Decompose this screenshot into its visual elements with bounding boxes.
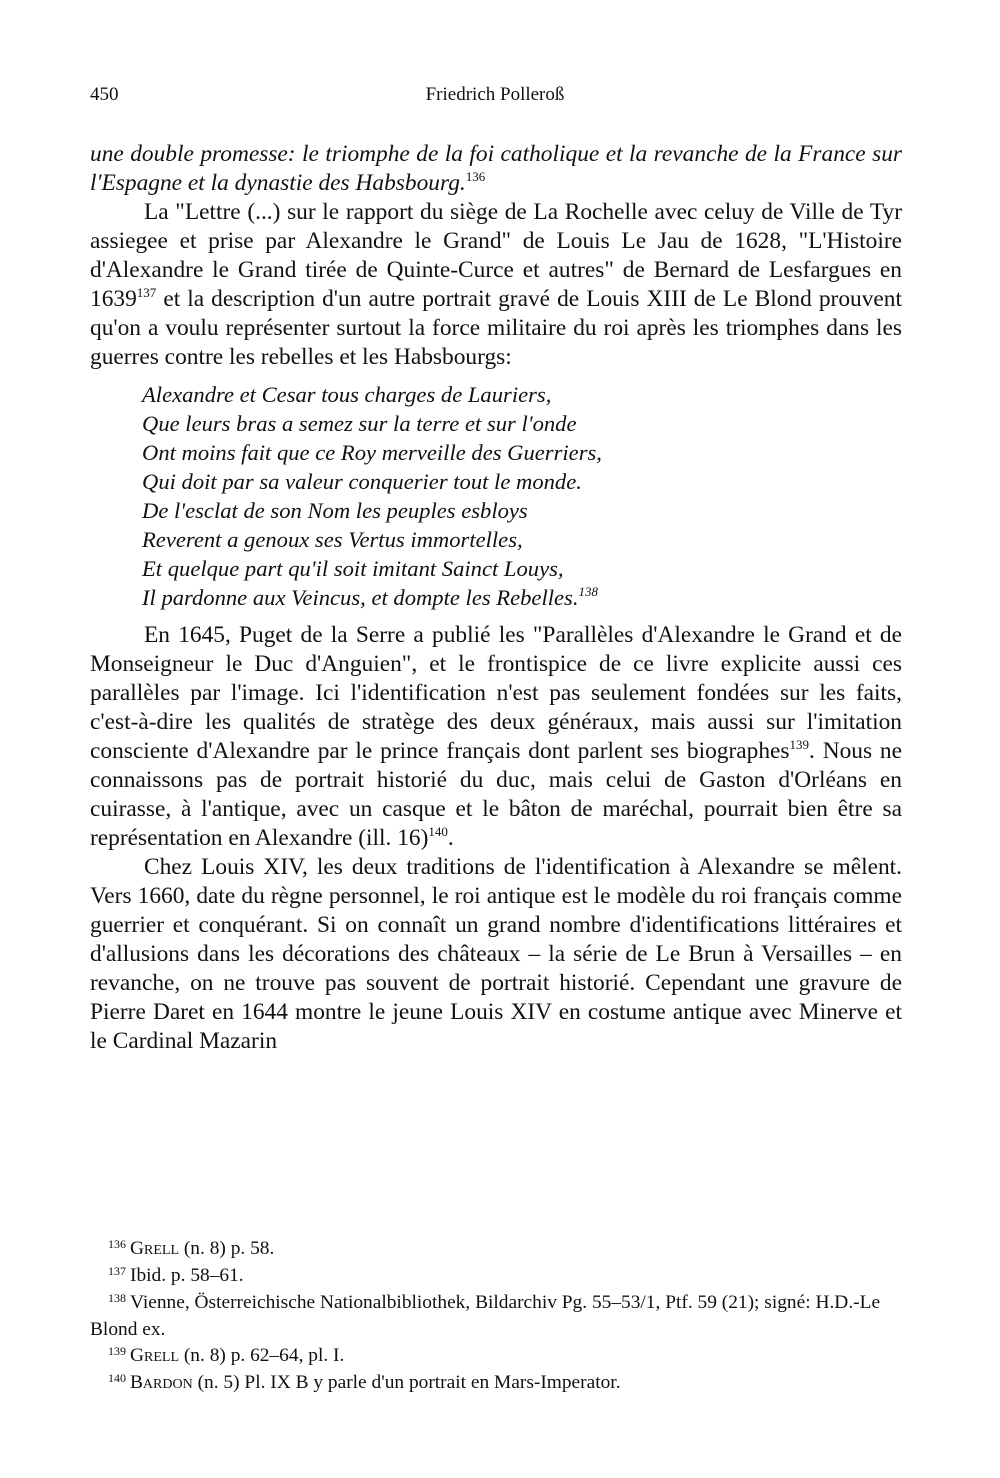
footnote xyxy=(90,1290,902,1343)
footnote-ref: 138 xyxy=(578,584,598,599)
author-name: Bardon xyxy=(130,1372,193,1393)
page-header xyxy=(90,84,900,114)
verse-line: De l'esclat de son Nom les peuples esbloys xyxy=(142,498,528,523)
paragraph-text: En 1645, Puget de la Serre a publié les "Parallèles d'Alexandre le Grand et de Monseigneur le Duc d'Anguien", et le frontispice de ce livre explicite aussi ces parallèles par l'image. Ici l'identification n'est pas seulement fondées sur les faits, c'est-à-dire les qualités de stratège des deux généraux, mais aussi sur l'imitation consciente d'Alexandre par le prince français dont parlent ses biographes xyxy=(90,622,902,764)
footnote xyxy=(90,1236,902,1263)
running-head: Friedrich Polleroß xyxy=(425,84,565,105)
footnote-ref: 137 xyxy=(136,285,157,300)
verse-line: Que leurs bras a semez sur la terre et sur l'onde xyxy=(142,411,577,436)
footnote-text: (n. 5) Pl. IX B y parle d'un portrait en Mars-Imperator. xyxy=(192,1372,621,1393)
paragraph-continuation xyxy=(90,140,902,198)
verse-line-text: Il pardonne aux Veincus, et dompte les Rebelles. xyxy=(142,585,579,610)
footnote-text: (n. 8) p. 58. xyxy=(179,1238,275,1259)
footnote-ref: 140 xyxy=(428,824,448,839)
author-name: Grell xyxy=(130,1345,179,1366)
paragraph xyxy=(90,621,902,853)
footnote-ref: 139 xyxy=(789,737,810,752)
footnote-text: (n. 8) p. 62–64, pl. I. xyxy=(179,1345,345,1366)
verse-line xyxy=(142,583,902,612)
footnote xyxy=(90,1370,902,1397)
page-number: 450 xyxy=(90,84,119,105)
footnote xyxy=(90,1343,902,1370)
paragraph xyxy=(90,198,902,372)
footnotes xyxy=(90,1236,902,1397)
paragraph-text: . xyxy=(447,825,454,851)
paragraph xyxy=(90,853,902,1056)
verse-line: Alexandre et Cesar tous charges de Lauriers, xyxy=(142,382,552,407)
paragraph-text: et la description d'un autre portrait gravé de Louis XIII de Le Blond prouvent qu'on a voulu représenter surtout la force militaire du roi après les triomphes dans les guerres contre les rebelles et les Habsbourgs: xyxy=(90,286,902,370)
paragraph-text: Chez Louis XIV, les deux traditions de l'identification à Alexandre se mêlent. Vers 1660, date du règne personnel, le roi antique est le modèle du roi français comme guerrier et conquérant. Si on connaît un grand nombre d'identifications littéraires et d'allusions dans les décorations des châteaux – la série de Le Brun à Versailles – en revanche, on ne trouve pas souvent de portrait historié. Cependant une gravure de Pierre Daret en 1644 montre le jeune Louis XIV en costume antique avec Minerve et le Cardinal Mazarin xyxy=(90,854,902,1054)
footnote-text: Ibid. p. 58–61. xyxy=(130,1265,244,1286)
verse-line: Ont moins fait que ce Roy merveille des Guerriers, xyxy=(142,440,602,465)
footnote xyxy=(90,1263,902,1290)
verse-line: Et quelque part qu'il soit imitant Sainct Louys, xyxy=(142,556,564,581)
footnote-number: 139 xyxy=(108,1344,126,1358)
footnote-number: 136 xyxy=(108,1237,126,1251)
footnote-number: 137 xyxy=(108,1264,126,1278)
paragraph-text: La "Lettre (...) sur le rapport du siège de La Rochelle avec celuy de Ville de Tyr assiegee et prise par Alexandre le Grand" de Louis Le Jau de 1628, "L'Histoire d'Alexandre le Grand tirée de Quinte-Curce et autres" de Bernard de Lesfargues en 1639 xyxy=(90,199,902,312)
verse-line: Qui doit par sa valeur conquerier tout le monde. xyxy=(142,469,582,494)
footnote-text: Vienne, Österreichische Nationalbibliothek, Bildarchiv Pg. 55–53/1, Ptf. 59 (21); signé: H.D.-Le Blond ex. xyxy=(90,1292,881,1340)
verse-line: Reverent a genoux ses Vertus immortelles, xyxy=(142,527,523,552)
footnote-ref: 136 xyxy=(465,169,486,184)
footnote-number: 138 xyxy=(108,1291,126,1305)
paragraph-text: . Nous ne connaissons pas de portrait historié du duc, mais celui de Gaston d'Orléans en cuirasse, à l'antique, avec un casque et le bâton de maréchal, pourrait bien être sa représentation en Alexandre (ill. 16) xyxy=(90,738,902,851)
footnote-number: 140 xyxy=(108,1371,126,1385)
main-text xyxy=(90,140,902,1056)
verse-quotation xyxy=(142,380,902,612)
author-name: Grell xyxy=(130,1238,179,1259)
italic-quote: une double promesse: le triomphe de la foi catholique et la revanche de la France sur l'Espagne et la dynastie des Habsbourg. xyxy=(90,141,902,196)
